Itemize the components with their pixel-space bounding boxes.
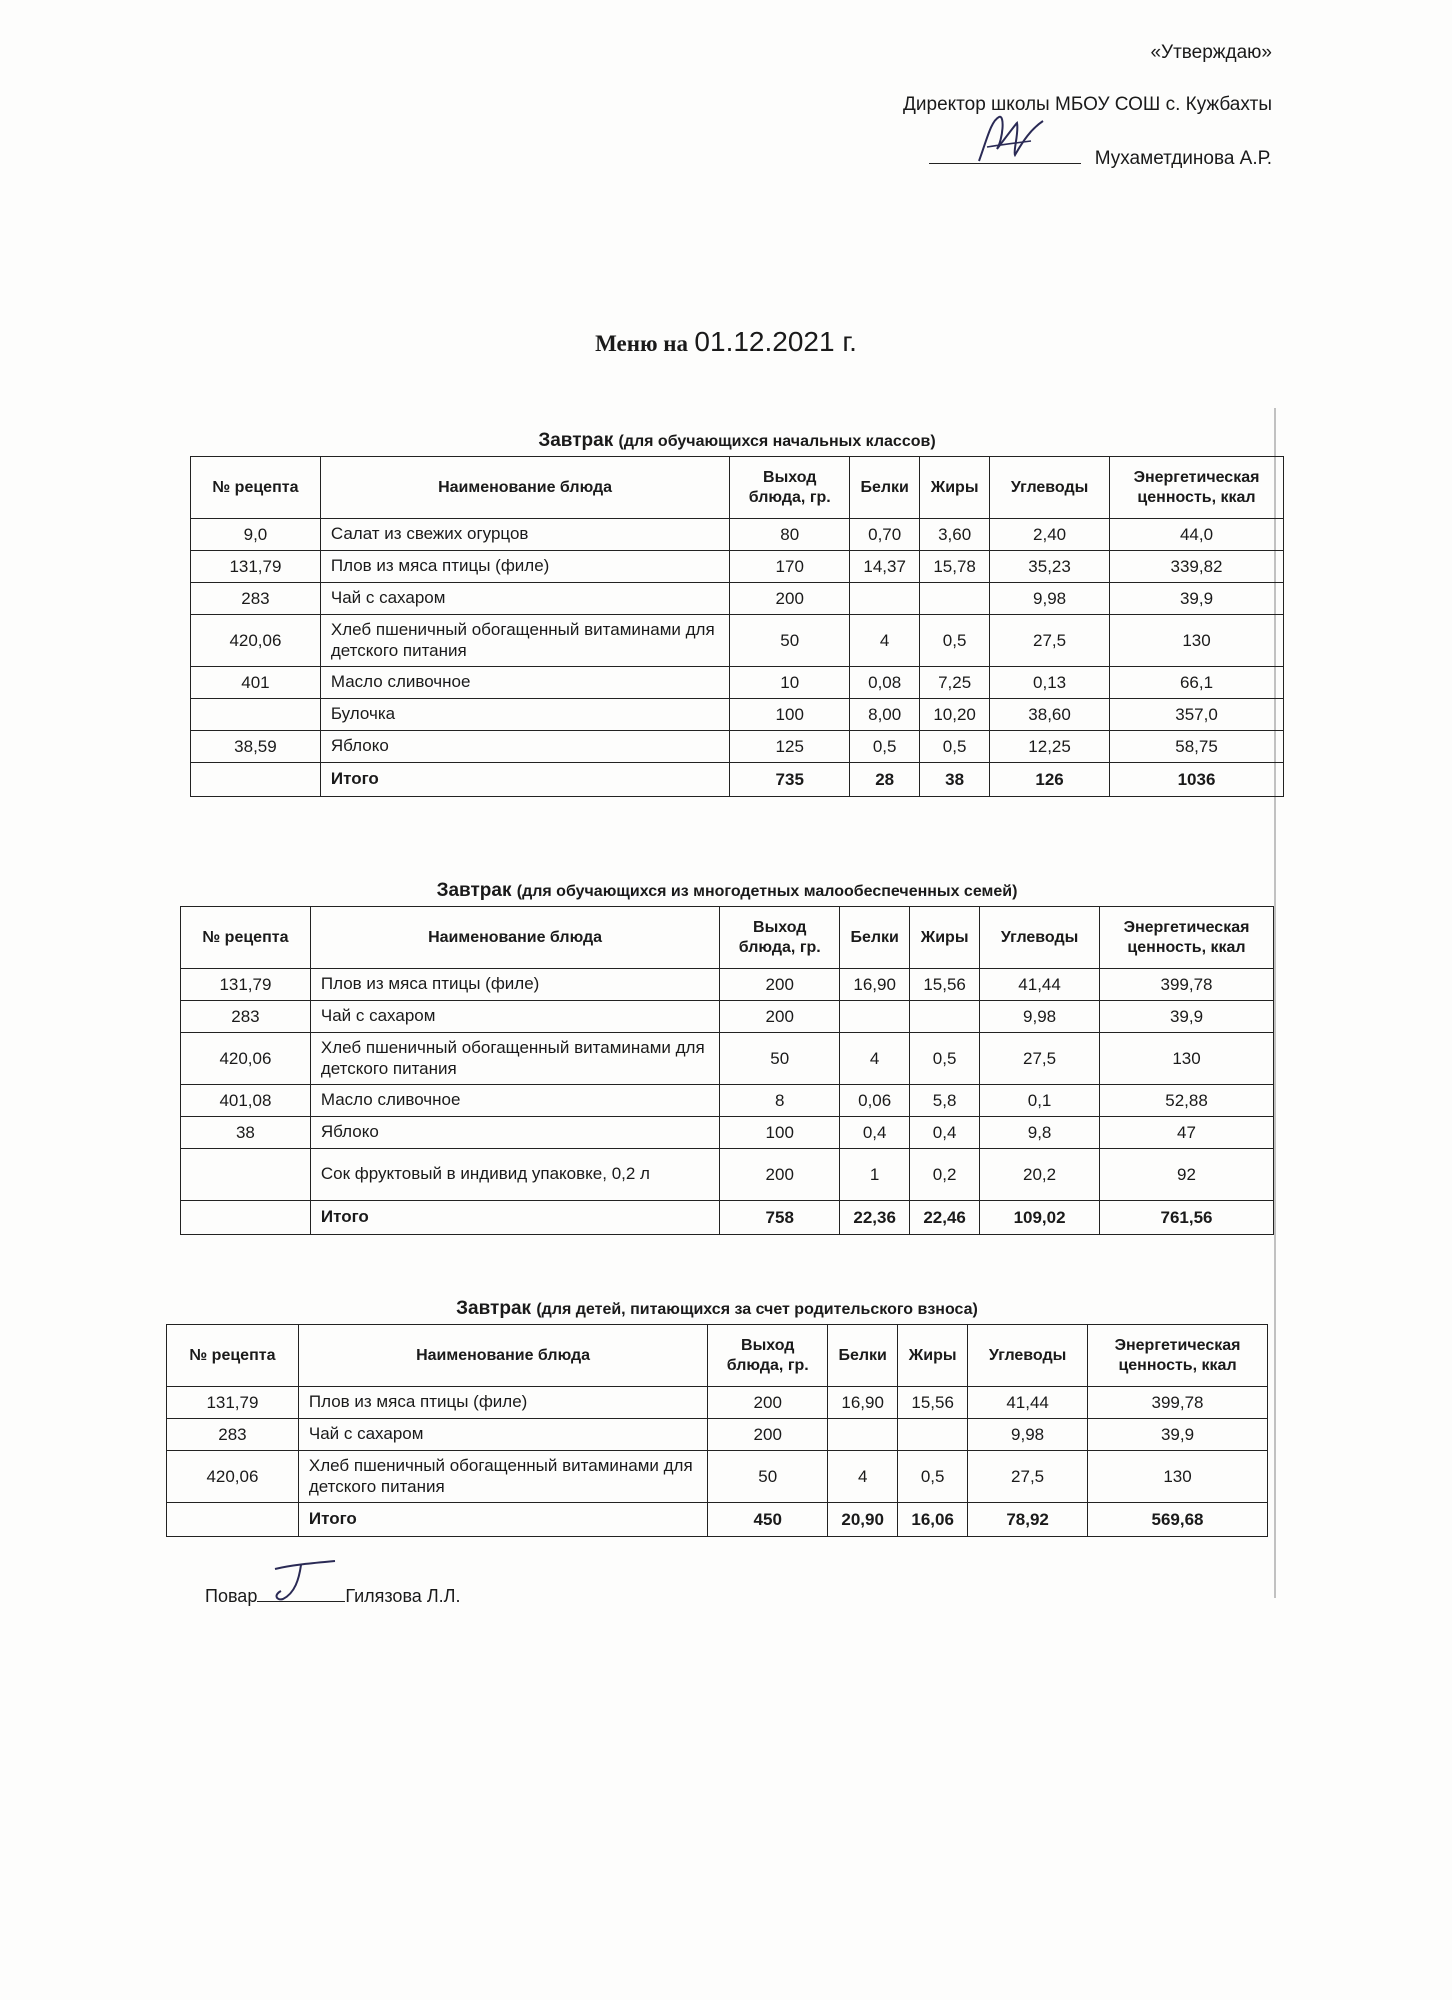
- cell-carbs: 9,8: [980, 1117, 1100, 1149]
- cell-protein: 14,37: [850, 551, 920, 583]
- cook-label: Повар: [205, 1586, 258, 1606]
- header-fat: Жиры: [898, 1325, 968, 1387]
- header-energy: Энергетическая ценность, ккал: [1088, 1325, 1268, 1387]
- table-row: [191, 551, 1284, 583]
- table-row: [181, 1001, 1274, 1033]
- total-fat: 16,06: [898, 1503, 968, 1537]
- cell-name: Яблоко: [320, 731, 729, 763]
- header-energy: Энергетическая ценность, ккал: [1100, 907, 1274, 969]
- cell-name: Масло сливочное: [310, 1085, 719, 1117]
- total-carbs: 78,92: [968, 1503, 1088, 1537]
- cell-energy: 130: [1100, 1033, 1274, 1085]
- cell-recipe: [181, 1149, 311, 1201]
- table-row: [167, 1419, 1268, 1451]
- section-title: Завтрак (для обучающихся начальных классов): [538, 430, 936, 451]
- cell-energy: 39,9: [1100, 1001, 1274, 1033]
- table-row: [191, 519, 1284, 551]
- total-label: Итого: [310, 1201, 719, 1235]
- header-recipe: № рецепта: [167, 1325, 299, 1387]
- cell-fat: 15,56: [898, 1387, 968, 1419]
- total-yield: 758: [720, 1201, 840, 1235]
- director-signature: [969, 111, 1049, 169]
- cell-name: Чай с сахаром: [320, 583, 729, 615]
- cell-protein: 16,90: [840, 969, 910, 1001]
- cell-fat: 7,25: [920, 667, 990, 699]
- cell-energy: 47: [1100, 1117, 1274, 1149]
- cell-name: Салат из свежих огурцов: [320, 519, 729, 551]
- approval-block: [903, 42, 1272, 182]
- cell-yield: 200: [720, 969, 840, 1001]
- menu-section-parent-fee: [166, 1298, 1268, 1537]
- header-recipe: № рецепта: [181, 907, 311, 969]
- cell-fat: 0,5: [898, 1451, 968, 1503]
- cell-energy: 357,0: [1110, 699, 1284, 731]
- cell-yield: 50: [730, 615, 850, 667]
- cell-name: Хлеб пшеничный обогащенный витаминами для детского питания: [320, 615, 729, 667]
- header-yield: Выход блюда, гр.: [720, 907, 840, 969]
- cell-recipe: 420,06: [191, 615, 321, 667]
- cell-protein: 0,70: [850, 519, 920, 551]
- header-carbs: Углеводы: [968, 1325, 1088, 1387]
- table-row: [181, 1033, 1274, 1085]
- cell-name: Плов из мяса птицы (филе): [320, 551, 729, 583]
- cell-yield: 170: [730, 551, 850, 583]
- total-protein: 20,90: [828, 1503, 898, 1537]
- cell-carbs: 38,60: [990, 699, 1110, 731]
- cell-protein: 0,4: [840, 1117, 910, 1149]
- approve-label: «Утверждаю»: [1150, 42, 1272, 63]
- cell-yield: 8: [720, 1085, 840, 1117]
- cell-protein: 0,06: [840, 1085, 910, 1117]
- table-row: [167, 1387, 1268, 1419]
- cell-yield: 200: [708, 1387, 828, 1419]
- cell-energy: 92: [1100, 1149, 1274, 1201]
- cell-name: Булочка: [320, 699, 729, 731]
- table-row: [181, 969, 1274, 1001]
- header-carbs: Углеводы: [990, 457, 1110, 519]
- header-fat: Жиры: [920, 457, 990, 519]
- cell-name: Плов из мяса птицы (филе): [298, 1387, 707, 1419]
- cell-yield: 100: [720, 1117, 840, 1149]
- header-carbs: Углеводы: [980, 907, 1100, 969]
- total-fat: 38: [920, 763, 990, 797]
- cell-yield: 100: [730, 699, 850, 731]
- cell-yield: 10: [730, 667, 850, 699]
- total-carbs: 126: [990, 763, 1110, 797]
- cell-name: Чай с сахаром: [298, 1419, 707, 1451]
- cell-yield: 50: [708, 1451, 828, 1503]
- cell-yield: 200: [720, 1001, 840, 1033]
- cell-fat: [898, 1419, 968, 1451]
- header-protein: Белки: [828, 1325, 898, 1387]
- cell-protein: 8,00: [850, 699, 920, 731]
- table-row: [191, 699, 1284, 731]
- page-title: [0, 326, 1452, 358]
- total-energy: 569,68: [1088, 1503, 1268, 1537]
- header-name: Наименование блюда: [320, 457, 729, 519]
- cook-signature-line: [205, 1586, 460, 1607]
- cell-fat: 0,2: [910, 1149, 980, 1201]
- section-title: Завтрак (для детей, питающихся за счет родительского взноса): [456, 1298, 978, 1319]
- cell-fat: 0,5: [920, 615, 990, 667]
- table-row: [191, 731, 1284, 763]
- header-protein: Белки: [840, 907, 910, 969]
- table-row: [191, 615, 1284, 667]
- cell-name: Чай с сахаром: [310, 1001, 719, 1033]
- cell-protein: 4: [840, 1033, 910, 1085]
- cell-yield: 125: [730, 731, 850, 763]
- header-fat: Жиры: [910, 907, 980, 969]
- table-row: [167, 1451, 1268, 1503]
- total-protein: 22,36: [840, 1201, 910, 1235]
- header-name: Наименование блюда: [310, 907, 719, 969]
- cell-energy: 44,0: [1110, 519, 1284, 551]
- cell-recipe: [191, 699, 321, 731]
- total-carbs: 109,02: [980, 1201, 1100, 1235]
- cook-signature-blank: [257, 1589, 345, 1602]
- table-row: [191, 667, 1284, 699]
- total-empty: [167, 1503, 299, 1537]
- cell-fat: 15,56: [910, 969, 980, 1001]
- cell-recipe: 9,0: [191, 519, 321, 551]
- cell-carbs: 35,23: [990, 551, 1110, 583]
- cell-fat: 0,5: [910, 1033, 980, 1085]
- cell-carbs: 20,2: [980, 1149, 1100, 1201]
- cell-carbs: 9,98: [990, 583, 1110, 615]
- total-empty: [181, 1201, 311, 1235]
- cell-carbs: 41,44: [980, 969, 1100, 1001]
- total-energy: 761,56: [1100, 1201, 1274, 1235]
- cook-name: Гилязова Л.Л.: [345, 1586, 461, 1606]
- total-label: Итого: [298, 1503, 707, 1537]
- cell-carbs: 12,25: [990, 731, 1110, 763]
- total-row: [191, 763, 1284, 797]
- menu-table: [166, 1324, 1268, 1537]
- cell-name: Плов из мяса птицы (филе): [310, 969, 719, 1001]
- title-date: 01.12.2021 г.: [694, 326, 857, 357]
- cell-carbs: 2,40: [990, 519, 1110, 551]
- cell-recipe: 38: [181, 1117, 311, 1149]
- cell-yield: 200: [730, 583, 850, 615]
- director-signature-line: [903, 148, 1272, 182]
- cell-carbs: 41,44: [968, 1387, 1088, 1419]
- cell-carbs: 27,5: [990, 615, 1110, 667]
- cell-protein: [828, 1419, 898, 1451]
- cell-name: Хлеб пшеничный обогащенный витаминами для детского питания: [298, 1451, 707, 1503]
- cell-recipe: 401,08: [181, 1085, 311, 1117]
- cell-recipe: 131,79: [191, 551, 321, 583]
- menu-section-large-families: [180, 880, 1274, 1235]
- table-row: [181, 1085, 1274, 1117]
- total-energy: 1036: [1110, 763, 1284, 797]
- cell-fat: 0,5: [920, 731, 990, 763]
- cell-fat: 10,20: [920, 699, 990, 731]
- cell-name: Сок фруктовый в индивид упаковке, 0,2 л: [310, 1149, 719, 1201]
- cell-energy: 52,88: [1100, 1085, 1274, 1117]
- cell-fat: 15,78: [920, 551, 990, 583]
- cell-carbs: 0,1: [980, 1085, 1100, 1117]
- cell-energy: 39,9: [1088, 1419, 1268, 1451]
- cell-recipe: 131,79: [181, 969, 311, 1001]
- cook-signature: [261, 1555, 341, 1605]
- header-name: Наименование блюда: [298, 1325, 707, 1387]
- cell-energy: 399,78: [1088, 1387, 1268, 1419]
- cell-name: Яблоко: [310, 1117, 719, 1149]
- signature-blank: [929, 149, 1081, 164]
- header-yield: Выход блюда, гр.: [708, 1325, 828, 1387]
- cell-energy: 130: [1110, 615, 1284, 667]
- cell-yield: 200: [708, 1419, 828, 1451]
- cell-fat: 3,60: [920, 519, 990, 551]
- cell-energy: 130: [1088, 1451, 1268, 1503]
- total-yield: 450: [708, 1503, 828, 1537]
- cell-fat: [910, 1001, 980, 1033]
- total-label: Итого: [320, 763, 729, 797]
- section-title: Завтрак (для обучающихся из многодетных малообеспеченных семей): [436, 880, 1018, 901]
- cell-recipe: 283: [181, 1001, 311, 1033]
- total-empty: [191, 763, 321, 797]
- cell-protein: 4: [828, 1451, 898, 1503]
- cell-fat: [920, 583, 990, 615]
- cell-yield: 80: [730, 519, 850, 551]
- menu-table: [180, 906, 1274, 1235]
- cell-fat: 5,8: [910, 1085, 980, 1117]
- cell-recipe: 283: [191, 583, 321, 615]
- header-energy: Энергетическая ценность, ккал: [1110, 457, 1284, 519]
- cell-name: Масло сливочное: [320, 667, 729, 699]
- cell-carbs: 27,5: [968, 1451, 1088, 1503]
- table-row: [191, 583, 1284, 615]
- cell-recipe: 401: [191, 667, 321, 699]
- table-row: [181, 1149, 1274, 1201]
- menu-section-primary: [190, 430, 1284, 797]
- cell-recipe: 131,79: [167, 1387, 299, 1419]
- cell-name: Хлеб пшеничный обогащенный витаминами для детского питания: [310, 1033, 719, 1085]
- cell-fat: 0,4: [910, 1117, 980, 1149]
- total-protein: 28: [850, 763, 920, 797]
- header-protein: Белки: [850, 457, 920, 519]
- cell-protein: 0,5: [850, 731, 920, 763]
- cell-recipe: 420,06: [167, 1451, 299, 1503]
- title-prefix: Меню на: [595, 331, 689, 356]
- cell-protein: [850, 583, 920, 615]
- cell-carbs: 9,98: [980, 1001, 1100, 1033]
- table-row: [181, 1117, 1274, 1149]
- cell-yield: 200: [720, 1149, 840, 1201]
- cell-energy: 399,78: [1100, 969, 1274, 1001]
- total-row: [167, 1503, 1268, 1537]
- cell-protein: 0,08: [850, 667, 920, 699]
- cell-energy: 339,82: [1110, 551, 1284, 583]
- director-line: Директор школы МБОУ СОШ с. Кужбахты: [903, 94, 1272, 115]
- cell-energy: 58,75: [1110, 731, 1284, 763]
- cell-protein: 1: [840, 1149, 910, 1201]
- cell-energy: 39,9: [1110, 583, 1284, 615]
- cell-recipe: 420,06: [181, 1033, 311, 1085]
- cell-energy: 66,1: [1110, 667, 1284, 699]
- cell-protein: 4: [850, 615, 920, 667]
- total-fat: 22,46: [910, 1201, 980, 1235]
- director-name: Мухаметдинова А.Р.: [1094, 148, 1272, 169]
- total-yield: 735: [730, 763, 850, 797]
- cell-protein: 16,90: [828, 1387, 898, 1419]
- cell-protein: [840, 1001, 910, 1033]
- cell-carbs: 27,5: [980, 1033, 1100, 1085]
- header-recipe: № рецепта: [191, 457, 321, 519]
- cell-recipe: 283: [167, 1419, 299, 1451]
- menu-table: [190, 456, 1284, 797]
- cell-yield: 50: [720, 1033, 840, 1085]
- total-row: [181, 1201, 1274, 1235]
- header-yield: Выход блюда, гр.: [730, 457, 850, 519]
- cell-carbs: 9,98: [968, 1419, 1088, 1451]
- cell-recipe: 38,59: [191, 731, 321, 763]
- cell-carbs: 0,13: [990, 667, 1110, 699]
